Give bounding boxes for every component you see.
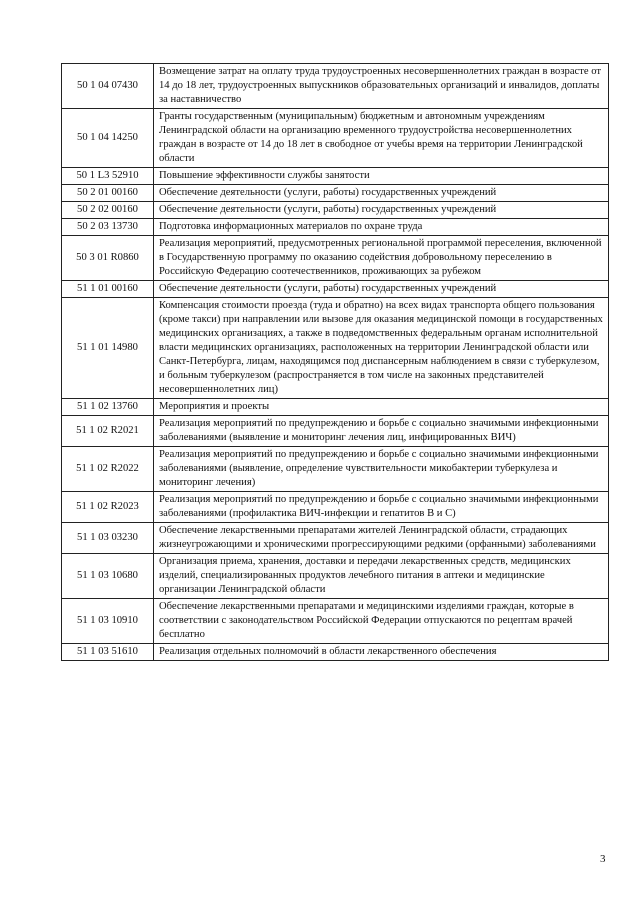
row-description: Компенсация стоимости проезда (туда и обратно) на всех видах транспорта общего пользования (кроме такси) при направлении или вызове для оказания медицинской помощи в государственных медицинских организациях, а также в подведомственных федеральным органам исполнительной власти медицинских организациях, расположенных на территории Ленинградской области или Санкт-Петербурга, лицам, находящимся под диспансерным наблюдением в связи с туберкулезом, и больным туберкулезом (распространяется в том числе на законных представителей несовершеннолетних лиц) (154, 298, 609, 399)
row-code: 50 2 02 00160 (62, 202, 154, 219)
row-description: Обеспечение лекарственными препаратами жителей Ленинградской области, страдающих жизнеугрожающими и хроническими прогрессирующими редкими (орфанными) заболеваниями (154, 523, 609, 554)
table-row (62, 492, 609, 523)
row-code: 50 1 04 07430 (62, 64, 154, 109)
row-code: 51 1 02 R2023 (62, 492, 154, 523)
row-code: 51 1 03 10910 (62, 599, 154, 644)
row-description: Обеспечение лекарственными препаратами и медицинскими изделиями граждан, которые в соответствии с законодательством Российской Федерации отпускаются по рецептам врачей бесплатно (154, 599, 609, 644)
table-row (62, 168, 609, 185)
row-code: 51 1 01 00160 (62, 281, 154, 298)
row-description: Реализация мероприятий, предусмотренных региональной программой переселения, включенной в Государственную программу по оказанию содействия добровольному переселению в Российскую Федерацию соотечественников, проживающих за рубежом (154, 236, 609, 281)
table-row (62, 64, 609, 109)
row-description: Обеспечение деятельности (услуги, работы) государственных учреждений (154, 281, 609, 298)
row-description: Реализация отдельных полномочий в области лекарственного обеспечения (154, 644, 609, 661)
row-code: 50 2 01 00160 (62, 185, 154, 202)
row-code: 50 2 03 13730 (62, 219, 154, 236)
row-description: Подготовка информационных материалов по охране труда (154, 219, 609, 236)
row-description: Гранты государственным (муниципальным) бюджетным и автономным учреждениям Ленинградской области на организацию временного трудоустройства несовершеннолетних граждан в возрасте от 14 до 18 лет в свободное от учебы время на территории Ленинградской области (154, 109, 609, 168)
row-description: Обеспечение деятельности (услуги, работы) государственных учреждений (154, 202, 609, 219)
table-row (62, 185, 609, 202)
row-code: 50 1 L3 52910 (62, 168, 154, 185)
row-description: Повышение эффективности службы занятости (154, 168, 609, 185)
table-row (62, 599, 609, 644)
table-row (62, 298, 609, 399)
row-description: Возмещение затрат на оплату труда трудоустроенных несовершеннолетних граждан в возрасте от 14 до 18 лет, трудоустроенных выпускников образовательных организаций и инвалидов, доплаты за наставничество (154, 64, 609, 109)
table-row (62, 523, 609, 554)
row-code: 50 1 04 14250 (62, 109, 154, 168)
row-code: 51 1 02 R2021 (62, 416, 154, 447)
table-row (62, 416, 609, 447)
table-row (62, 202, 609, 219)
table-row (62, 447, 609, 492)
row-code: 51 1 03 10680 (62, 554, 154, 599)
row-description: Обеспечение деятельности (услуги, работы) государственных учреждений (154, 185, 609, 202)
row-description: Реализация мероприятий по предупреждению и борьбе с социально значимыми инфекционными заболеваниями (выявление и мониторинг лечения лиц, инфицированных ВИЧ) (154, 416, 609, 447)
table-row (62, 109, 609, 168)
row-code: 51 1 01 14980 (62, 298, 154, 399)
row-description: Реализация мероприятий по предупреждению и борьбе с социально значимыми инфекционными заболеваниями (профилактика ВИЧ-инфекции и гепатитов В и С) (154, 492, 609, 523)
row-description: Организация приема, хранения, доставки и передачи лекарственных средств, медицинских изделий, специализированных продуктов лечебного питания в аптеки и медицинские организации Ленинградской области (154, 554, 609, 599)
table-row (62, 644, 609, 661)
table-row (62, 219, 609, 236)
table-row (62, 281, 609, 298)
row-code: 50 3 01 R0860 (62, 236, 154, 281)
row-description: Реализация мероприятий по предупреждению и борьбе с социально значимыми инфекционными заболеваниями (выявление, определение чувствительности микобактерии туберкулеза и мониторинг лечения) (154, 447, 609, 492)
row-code: 51 1 03 03230 (62, 523, 154, 554)
row-code: 51 1 02 R2022 (62, 447, 154, 492)
page-number: 3 (600, 853, 606, 865)
budget-codes-table (61, 63, 609, 661)
table-row (62, 236, 609, 281)
row-code: 51 1 03 51610 (62, 644, 154, 661)
row-description: Мероприятия и проекты (154, 399, 609, 416)
row-code: 51 1 02 13760 (62, 399, 154, 416)
table-row (62, 399, 609, 416)
table-row (62, 554, 609, 599)
